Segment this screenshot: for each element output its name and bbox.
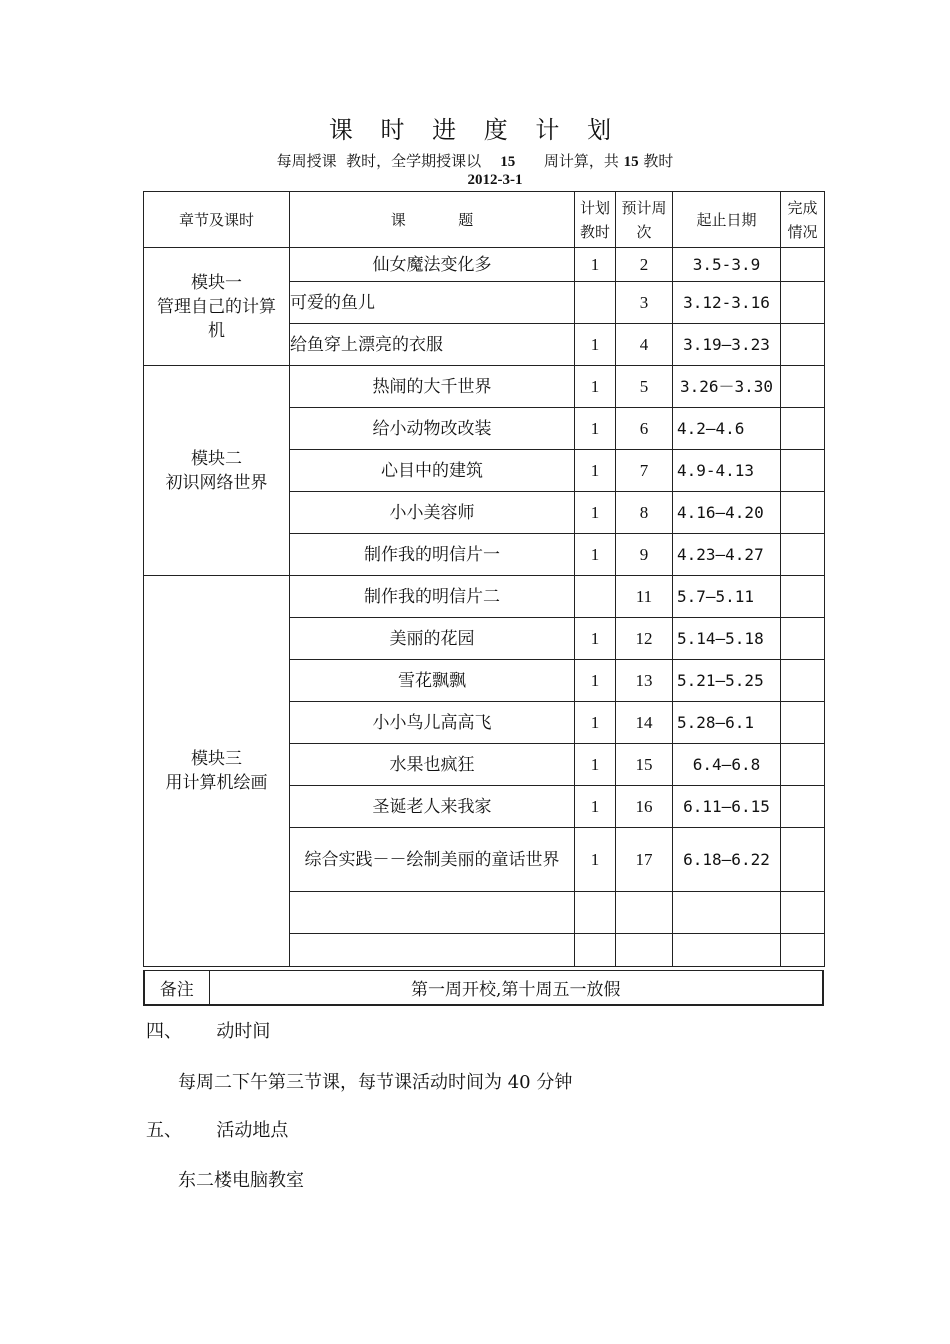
status-cell — [781, 324, 825, 366]
topic-cell: 小小美容师 — [290, 492, 575, 534]
status-cell — [781, 618, 825, 660]
hours-cell: 1 — [575, 248, 616, 282]
week-cell: 14 — [616, 702, 673, 744]
topic-cell: 美丽的花园 — [290, 618, 575, 660]
note-table — [143, 970, 824, 1006]
dates-cell: 4.23—4.27 — [673, 534, 781, 576]
dates-cell: 3.5-3.9 — [673, 248, 781, 282]
section-5-body: 东二楼电脑教室 — [178, 1170, 304, 1191]
topic-cell: 给小动物改改装 — [290, 408, 575, 450]
dates-cell: 4.2—4.6 — [673, 408, 781, 450]
status-cell — [781, 282, 825, 324]
header-row — [144, 192, 825, 248]
header-planned-hours: 计划 教时 — [575, 192, 616, 248]
week-cell: 3 — [616, 282, 673, 324]
dates-cell: 5.21—5.25 — [673, 660, 781, 702]
status-cell — [781, 248, 825, 282]
status-cell — [781, 408, 825, 450]
topic-cell: 给鱼穿上漂亮的衣服 — [290, 324, 575, 366]
topic-cell: 制作我的明信片二 — [290, 576, 575, 618]
topic-cell: 制作我的明信片一 — [290, 534, 575, 576]
dates-cell: 6.18—6.22 — [673, 828, 781, 892]
subtitle-hours: 15 — [623, 154, 639, 170]
week-cell: 17 — [616, 828, 673, 892]
dates-cell: 6.4—6.8 — [673, 744, 781, 786]
dates-cell: 4.16—4.20 — [673, 492, 781, 534]
dates-cell: 3.12-3.16 — [673, 282, 781, 324]
page-title: 课 时 进 度 计 划 — [328, 116, 622, 144]
status-cell — [781, 366, 825, 408]
dates-cell: 4.9-4.13 — [673, 450, 781, 492]
header-status: 完成 情况 — [781, 192, 825, 248]
hours-cell: 1 — [575, 618, 616, 660]
hours-cell: 1 — [575, 534, 616, 576]
note-label: 备注 — [144, 971, 209, 1006]
hours-cell — [575, 576, 616, 618]
topic-cell: 小小鸟儿高高飞 — [290, 702, 575, 744]
week-cell: 11 — [616, 576, 673, 618]
status-cell — [781, 786, 825, 828]
hours-cell: 1 — [575, 366, 616, 408]
topic-cell: 雪花飘飘 — [290, 660, 575, 702]
status-cell — [781, 702, 825, 744]
plan-date: 2012-3-1 — [467, 172, 523, 188]
topic-cell: 综合实践－－绘制美丽的童话世界 — [290, 828, 575, 892]
week-cell: 7 — [616, 450, 673, 492]
subtitle-part2: 周计算，共 — [543, 152, 619, 170]
subtitle-part3: 教时 — [643, 152, 674, 170]
hours-cell: 1 — [575, 744, 616, 786]
hours-cell: 1 — [575, 324, 616, 366]
status-cell — [781, 450, 825, 492]
subtitle-part1: 每周授课 教时，全学期授课以 — [276, 152, 482, 170]
hours-cell: 1 — [575, 408, 616, 450]
week-cell: 16 — [616, 786, 673, 828]
header-dates: 起止日期 — [673, 192, 781, 248]
topic-cell: 心目中的建筑 — [290, 450, 575, 492]
table-row — [144, 576, 825, 618]
hours-cell: 1 — [575, 660, 616, 702]
hours-cell: 1 — [575, 450, 616, 492]
status-cell — [781, 576, 825, 618]
section-5-title: 活动地点 — [216, 1120, 289, 1141]
week-cell: 15 — [616, 744, 673, 786]
dates-cell: 3.26－3.30 — [673, 366, 781, 408]
status-cell — [781, 744, 825, 786]
table-row — [144, 248, 825, 282]
section-4-number: 四、 — [146, 1021, 182, 1042]
section-5-number: 五、 — [146, 1120, 182, 1141]
status-cell — [781, 660, 825, 702]
header-chapter: 章节及课时 — [144, 192, 290, 248]
status-cell — [781, 828, 825, 892]
week-cell: 8 — [616, 492, 673, 534]
week-cell: 13 — [616, 660, 673, 702]
topic-cell: 水果也疯狂 — [290, 744, 575, 786]
module-1-cell: 模块一 管理自己的计算 机 — [144, 248, 290, 366]
module-3-cell: 模块三 用计算机绘画 — [144, 576, 290, 967]
section-4-title: 动时间 — [216, 1021, 271, 1042]
week-cell: 12 — [616, 618, 673, 660]
week-cell: 2 — [616, 248, 673, 282]
week-cell: 6 — [616, 408, 673, 450]
schedule-table — [143, 191, 825, 967]
module-2-cell: 模块二 初识网络世界 — [144, 366, 290, 576]
topic-cell: 仙女魔法变化多 — [290, 248, 575, 282]
dates-cell: 5.14—5.18 — [673, 618, 781, 660]
dates-cell: 3.19—3.23 — [673, 324, 781, 366]
topic-cell: 圣诞老人来我家 — [290, 786, 575, 828]
subtitle-weeks: 15 — [500, 154, 516, 170]
status-cell — [781, 534, 825, 576]
dates-cell: 5.28—6.1 — [673, 702, 781, 744]
subtitle — [0, 150, 950, 171]
status-cell — [781, 492, 825, 534]
hours-cell: 1 — [575, 702, 616, 744]
dates-cell: 5.7—5.11 — [673, 576, 781, 618]
topic-cell: 热闹的大千世界 — [290, 366, 575, 408]
hours-cell: 1 — [575, 492, 616, 534]
hours-cell: 1 — [575, 786, 616, 828]
section-5-heading — [146, 1116, 288, 1142]
header-week: 预计周 次 — [616, 192, 673, 248]
hours-cell: 1 — [575, 828, 616, 892]
section-4-heading — [146, 1017, 270, 1043]
topic-cell: 可爱的鱼儿 — [290, 282, 575, 324]
week-cell: 9 — [616, 534, 673, 576]
section-4-body: 每周二下午第三节课，每节课活动时间为 40 分钟 — [178, 1072, 573, 1093]
note-text: 第一周开校,第十周五一放假 — [209, 971, 823, 1006]
dates-cell: 6.11—6.15 — [673, 786, 781, 828]
header-topic: 课 题 — [290, 192, 575, 248]
week-cell: 5 — [616, 366, 673, 408]
table-row — [144, 366, 825, 408]
week-cell: 4 — [616, 324, 673, 366]
hours-cell — [575, 282, 616, 324]
